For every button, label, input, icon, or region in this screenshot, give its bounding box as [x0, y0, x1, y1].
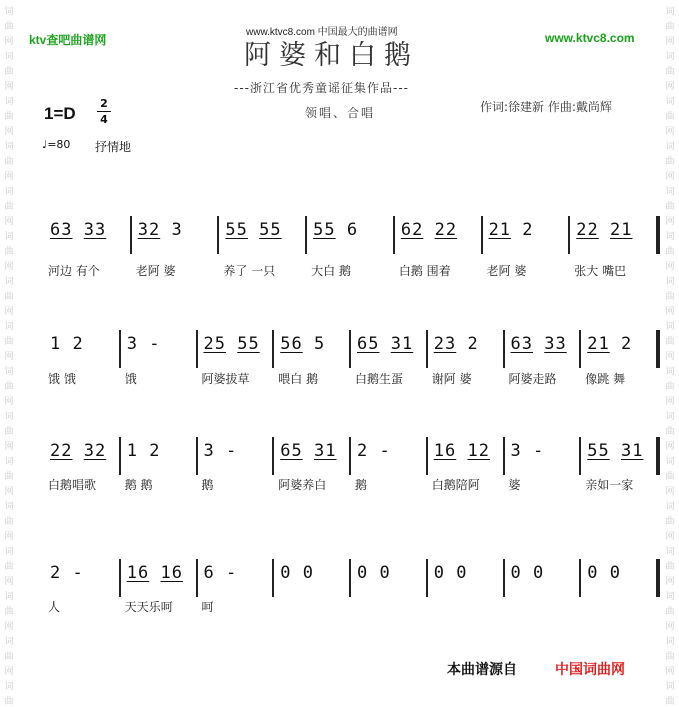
side-watermark-glyph: 曲 — [4, 337, 14, 347]
barline — [579, 437, 581, 475]
note-group: 3 — [203, 441, 215, 461]
note-group: - — [533, 441, 545, 461]
measure-notes — [280, 563, 314, 583]
side-watermark-glyph: 词 — [4, 187, 14, 197]
side-watermark-glyph: 曲 — [4, 292, 14, 302]
side-watermark-glyph: 网 — [665, 262, 675, 272]
side-watermark-glyph: 词 — [665, 592, 675, 602]
note-group: 63 — [50, 220, 73, 240]
side-watermark-glyph: 词 — [4, 367, 14, 377]
measure-notes — [357, 441, 391, 461]
side-watermark-glyph: 网 — [665, 532, 675, 542]
footer-source-site[interactable]: 中国词曲网 — [555, 662, 625, 678]
note-group: 31 — [390, 334, 414, 354]
lyric: 喂白 鹅 — [278, 372, 319, 386]
measure-notes — [204, 563, 238, 583]
side-watermark-glyph: 词 — [4, 547, 14, 557]
side-watermark-glyph: 词 — [665, 7, 675, 17]
side-watermark-glyph: 曲 — [4, 202, 14, 212]
side-watermark-glyph: 曲 — [665, 337, 675, 347]
side-watermark-glyph: 曲 — [4, 607, 14, 617]
note-group: 55 — [259, 220, 282, 240]
side-watermark-glyph: 曲 — [665, 202, 675, 212]
barline — [426, 330, 428, 368]
note-group: 6 — [203, 563, 215, 583]
side-watermark-glyph: 网 — [665, 577, 675, 587]
side-watermark-glyph: 词 — [665, 367, 675, 377]
site-label-right[interactable]: www.ktvc8.com — [545, 31, 635, 45]
measure-notes — [204, 334, 260, 354]
lyric: 河边 有个 — [48, 264, 100, 278]
note-group: 3 — [510, 441, 522, 461]
barline — [130, 216, 132, 254]
side-watermark-glyph: 词 — [4, 502, 14, 512]
side-watermark-glyph: 词 — [4, 322, 14, 332]
side-watermark-glyph: 网 — [4, 217, 14, 227]
time-signature — [97, 97, 111, 126]
barline — [196, 330, 198, 368]
side-watermark-glyph: 网 — [4, 442, 14, 452]
side-watermark-glyph: 词 — [4, 52, 14, 62]
note-group: 62 — [400, 220, 424, 240]
note-group: 6 — [346, 220, 359, 240]
barline — [349, 559, 351, 597]
measure-notes — [434, 441, 490, 461]
performer-label: 领唱、合唱 — [305, 106, 376, 120]
side-watermark-glyph: 曲 — [665, 67, 675, 77]
lyric: 大白 鹅 — [311, 264, 351, 278]
side-watermark-glyph: 曲 — [665, 607, 675, 617]
side-watermark-glyph: 网 — [665, 172, 675, 182]
side-watermark-glyph: 词 — [665, 277, 675, 287]
note-group: 22 — [50, 441, 73, 461]
side-watermark-glyph: 曲 — [665, 427, 675, 437]
side-watermark-glyph: 网 — [665, 127, 675, 137]
measure-notes — [50, 441, 106, 461]
lyric: 亲如一家 — [585, 478, 634, 492]
measure-notes — [138, 220, 183, 240]
side-watermark-glyph: 曲 — [665, 382, 675, 392]
measure-notes — [511, 441, 545, 461]
note-group: 0 — [357, 563, 369, 583]
side-watermark-glyph: 曲 — [4, 22, 14, 32]
side-watermark-glyph: 网 — [4, 307, 14, 317]
note-group: 31 — [620, 441, 644, 461]
side-watermark-glyph: 网 — [4, 487, 14, 497]
side-watermark-glyph: 曲 — [665, 157, 675, 167]
measure-notes — [587, 563, 621, 583]
side-watermark-glyph: 曲 — [4, 382, 14, 392]
note-group: 16 — [433, 441, 457, 461]
side-watermark-glyph: 网 — [665, 307, 675, 317]
note-group: 0 — [433, 563, 445, 583]
lyric: 谢阿 婆 — [431, 372, 472, 386]
barline — [272, 437, 274, 475]
note-group: 12 — [467, 441, 490, 461]
side-watermark-glyph: 词 — [4, 142, 14, 152]
side-watermark-glyph: 网 — [4, 622, 14, 632]
barline — [119, 437, 121, 475]
note-group: 55 — [313, 220, 336, 240]
note-group: 2 — [72, 334, 84, 354]
note-group: 21 — [610, 220, 633, 240]
side-watermark-glyph: 网 — [4, 352, 14, 362]
lyric: 鹅 — [355, 478, 368, 492]
barline — [503, 559, 505, 597]
barline — [426, 437, 428, 475]
side-watermark-glyph: 网 — [665, 442, 675, 452]
note-group: 25 — [203, 334, 226, 354]
lyric: 养了 一只 — [223, 264, 276, 278]
measure-notes — [225, 220, 281, 240]
tempo-mark: ♩=80 — [42, 138, 71, 151]
side-watermark-glyph: 曲 — [4, 67, 14, 77]
lyric: 阿婆拔草 — [201, 372, 250, 386]
side-watermark-glyph: 网 — [4, 127, 14, 137]
note-group: 3 — [171, 220, 183, 240]
lyric: 张大 嘴巴 — [574, 264, 627, 278]
measure-notes — [434, 334, 479, 354]
note-group: 0 — [302, 563, 314, 583]
side-watermark-glyph: 网 — [665, 622, 675, 632]
song-title: 阿婆和白鹅 — [244, 40, 419, 71]
side-watermark-glyph: 词 — [665, 52, 675, 62]
barline — [349, 330, 351, 368]
barline — [217, 216, 219, 254]
side-watermark-glyph: 网 — [4, 532, 14, 542]
time-signature-bottom: 4 — [100, 113, 108, 126]
note-group: 31 — [313, 441, 337, 461]
lyric: 像跳 舞 — [585, 372, 626, 386]
side-watermark-glyph: 词 — [665, 97, 675, 107]
barline-end — [658, 559, 660, 597]
side-watermark-glyph: 曲 — [4, 517, 14, 527]
side-watermark-glyph: 网 — [665, 397, 675, 407]
side-watermark-glyph: 词 — [4, 682, 14, 692]
footer-source-label: 本曲谱源自 — [447, 662, 517, 678]
expression-mark: 抒情地 — [95, 140, 132, 154]
side-watermark-glyph: 网 — [665, 667, 675, 677]
side-watermark-glyph: 曲 — [4, 562, 14, 572]
note-group: - — [226, 441, 238, 461]
note-group: 2 — [50, 563, 62, 583]
side-watermark-glyph: 曲 — [665, 697, 675, 707]
side-watermark-glyph: 词 — [4, 457, 14, 467]
barline — [393, 216, 395, 254]
side-watermark-right — [663, 0, 677, 705]
barline — [119, 559, 121, 597]
side-watermark-glyph: 词 — [4, 277, 14, 287]
side-watermark-glyph: 曲 — [665, 247, 675, 257]
note-group: - — [379, 441, 391, 461]
barline — [272, 330, 274, 368]
time-signature-top: 2 — [100, 97, 108, 110]
side-watermark-glyph: 词 — [4, 637, 14, 647]
measure-notes — [50, 563, 84, 583]
side-watermark-glyph: 网 — [665, 217, 675, 227]
side-watermark-glyph: 曲 — [4, 652, 14, 662]
note-group: 22 — [576, 220, 599, 240]
measure-notes — [357, 334, 413, 354]
note-group: 1 — [126, 441, 138, 461]
measure-notes — [511, 563, 545, 583]
side-watermark-glyph: 词 — [665, 457, 675, 467]
measure-notes — [204, 441, 238, 461]
side-watermark-glyph: 网 — [4, 37, 14, 47]
note-group: - — [72, 563, 84, 583]
lyric: 阿婆走路 — [508, 372, 557, 386]
barline — [579, 330, 581, 368]
side-watermark-glyph: 词 — [665, 232, 675, 242]
measure-notes — [127, 441, 161, 461]
barline-end — [658, 216, 660, 254]
note-group: 2 — [467, 334, 479, 354]
measure-notes — [489, 220, 534, 240]
side-watermark-glyph: 词 — [665, 142, 675, 152]
note-group: 33 — [544, 334, 567, 354]
side-watermark-glyph: 词 — [665, 547, 675, 557]
lyric: 白鹅陪阿 — [431, 478, 480, 492]
side-watermark-glyph: 词 — [4, 7, 14, 17]
side-watermark-glyph: 词 — [665, 412, 675, 422]
side-watermark-glyph: 词 — [4, 97, 14, 107]
measure-notes — [434, 563, 468, 583]
note-group: 65 — [280, 441, 303, 461]
side-watermark-glyph: 词 — [4, 412, 14, 422]
barline — [503, 437, 505, 475]
side-watermark-glyph: 网 — [665, 82, 675, 92]
side-watermark-glyph: 网 — [4, 397, 14, 407]
lyric: 白鹅生蛋 — [355, 372, 404, 386]
lyric: 人 — [48, 600, 61, 614]
note-group: 0 — [280, 563, 292, 583]
side-watermark-glyph: 曲 — [665, 292, 675, 302]
barline-end — [658, 330, 660, 368]
measure-notes — [357, 563, 391, 583]
note-group: 55 — [225, 220, 248, 240]
measure-notes — [511, 334, 567, 354]
note-group: 32 — [83, 441, 107, 461]
note-group: 21 — [587, 334, 610, 354]
note-group: 2 — [357, 441, 369, 461]
side-watermark-glyph: 曲 — [665, 652, 675, 662]
side-watermark-glyph: 词 — [4, 232, 14, 242]
barline — [196, 437, 198, 475]
lyric: 饿 — [124, 372, 137, 386]
side-watermark-glyph: 曲 — [4, 112, 14, 122]
note-group: 33 — [83, 220, 107, 240]
note-group: 2 — [149, 441, 161, 461]
note-group: 2 — [620, 334, 633, 354]
lyric: 天天乐呵 — [124, 600, 173, 614]
side-watermark-glyph: 曲 — [665, 472, 675, 482]
lyric: 白鹅 围着 — [398, 264, 451, 278]
side-watermark-glyph: 词 — [665, 322, 675, 332]
side-watermark-glyph: 网 — [4, 262, 14, 272]
barline — [272, 559, 274, 597]
lyric: 老阿 婆 — [135, 264, 176, 278]
side-watermark-glyph: 曲 — [665, 22, 675, 32]
side-watermark-glyph: 曲 — [665, 517, 675, 527]
lyric: 饿 饿 — [48, 372, 76, 386]
barline — [481, 216, 483, 254]
side-watermark-glyph: 网 — [4, 577, 14, 587]
side-watermark-glyph: 网 — [4, 667, 14, 677]
measure-notes — [587, 441, 643, 461]
barline — [349, 437, 351, 475]
measure-notes — [280, 441, 336, 461]
barline — [196, 559, 198, 597]
lyric: 白鹅唱歌 — [48, 478, 97, 492]
note-group: 0 — [609, 563, 621, 583]
side-watermark-glyph: 曲 — [4, 157, 14, 167]
note-group: 23 — [433, 334, 457, 354]
note-group: 21 — [488, 220, 512, 240]
measure-notes — [576, 220, 632, 240]
measure-notes — [280, 334, 325, 354]
barline-end — [658, 437, 660, 475]
note-group: 3 — [126, 334, 138, 354]
key-signature: 1=D — [44, 104, 76, 123]
note-group: 1 — [50, 334, 62, 354]
side-watermark-glyph: 曲 — [665, 112, 675, 122]
barline — [579, 559, 581, 597]
side-watermark-glyph: 曲 — [665, 562, 675, 572]
lyric: 老阿 婆 — [486, 264, 527, 278]
side-watermark-left — [2, 0, 16, 705]
measure-notes — [313, 220, 358, 240]
measure-notes — [50, 334, 84, 354]
lyric: 鹅 — [201, 478, 214, 492]
side-watermark-glyph: 网 — [4, 82, 14, 92]
side-watermark-glyph: 曲 — [4, 427, 14, 437]
measure-notes — [127, 563, 183, 583]
lyric: 婆 — [508, 478, 521, 492]
side-watermark-glyph: 网 — [665, 37, 675, 47]
song-subtitle: ---浙江省优秀童谣征集作品--- — [234, 81, 409, 95]
measure-notes — [50, 220, 106, 240]
note-group: 16 — [126, 563, 150, 583]
barline — [119, 330, 121, 368]
note-group: 56 — [280, 334, 303, 354]
watermark-text: www.ktvc8.com 中国最大的曲谱网 — [246, 27, 398, 38]
note-group: 22 — [434, 220, 458, 240]
measure-notes — [127, 334, 161, 354]
side-watermark-glyph: 曲 — [4, 697, 14, 707]
note-group: 0 — [587, 563, 599, 583]
side-watermark-glyph: 词 — [665, 682, 675, 692]
barline — [503, 330, 505, 368]
barline — [305, 216, 307, 254]
measure-notes — [401, 220, 457, 240]
note-group: 55 — [237, 334, 260, 354]
lyric: 阿婆养白 — [278, 478, 327, 492]
note-group: 55 — [587, 441, 610, 461]
barline — [426, 559, 428, 597]
note-group: - — [226, 563, 238, 583]
side-watermark-glyph: 网 — [665, 487, 675, 497]
note-group: 2 — [522, 220, 534, 240]
side-watermark-glyph: 词 — [665, 187, 675, 197]
lyric: 呵 — [201, 600, 214, 614]
note-group: 0 — [379, 563, 391, 583]
note-group: 32 — [137, 220, 161, 240]
note-group: 63 — [510, 334, 533, 354]
note-group: 0 — [456, 563, 468, 583]
lyric: 鹅 鹅 — [124, 478, 153, 492]
site-label-left[interactable]: ktv查吧曲谱网 — [29, 33, 107, 47]
note-group: 0 — [510, 563, 522, 583]
measure-notes — [587, 334, 632, 354]
side-watermark-glyph: 词 — [665, 502, 675, 512]
side-watermark-glyph: 词 — [665, 637, 675, 647]
side-watermark-glyph: 曲 — [4, 472, 14, 482]
note-group: 65 — [357, 334, 380, 354]
credits: 作词:徐建新 作曲:戴尚辉 — [480, 100, 612, 114]
note-group: 16 — [160, 563, 183, 583]
note-group: - — [149, 334, 161, 354]
side-watermark-glyph: 曲 — [4, 247, 14, 257]
note-group: 0 — [533, 563, 545, 583]
side-watermark-glyph: 词 — [4, 592, 14, 602]
barline — [568, 216, 570, 254]
side-watermark-glyph: 网 — [665, 352, 675, 362]
side-watermark-glyph: 网 — [4, 172, 14, 182]
note-group: 5 — [313, 334, 326, 354]
